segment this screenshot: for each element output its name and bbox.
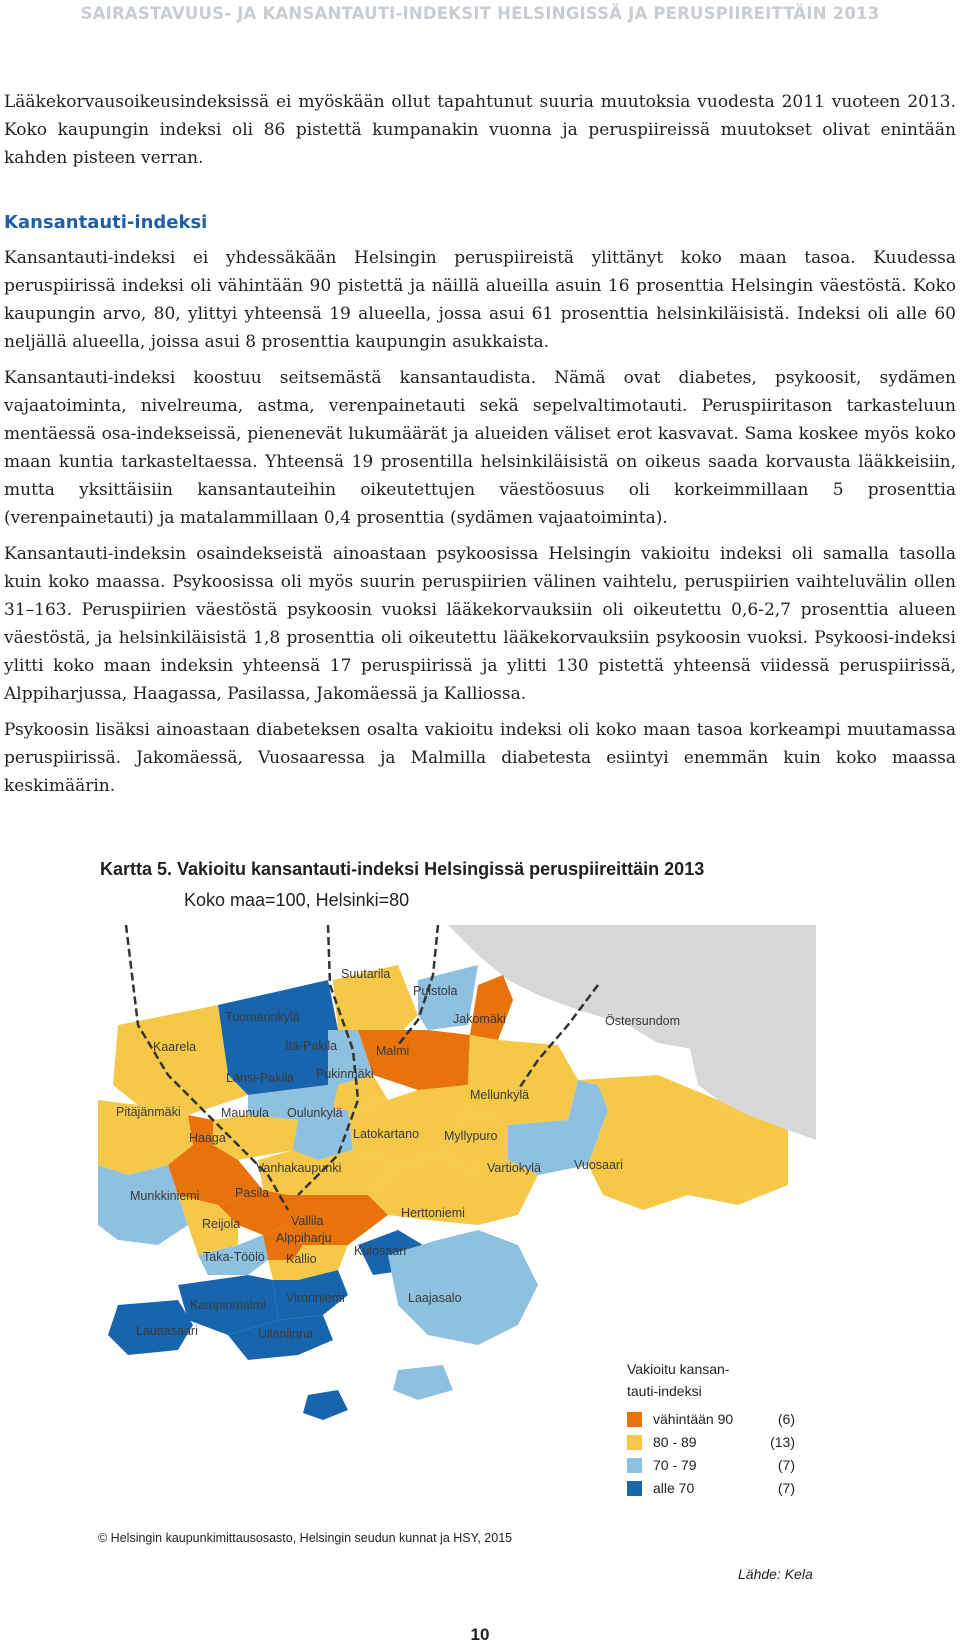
legend-label: 70 - 79 <box>653 1457 697 1473</box>
legend-count: (6) <box>777 1411 795 1427</box>
district-label: Jakomäki <box>453 1012 506 1026</box>
source-note: Lähde: Kela <box>738 1566 813 1582</box>
legend-title <box>627 1358 807 1402</box>
district-label: Pukinmäki <box>316 1067 374 1081</box>
district-label: Lauttasaari <box>136 1324 198 1338</box>
district-label: Östersundom <box>605 1014 681 1028</box>
district-label: Puistola <box>413 984 458 998</box>
legend-label: alle 70 <box>653 1480 695 1496</box>
district-label: Latokartano <box>353 1127 420 1141</box>
legend-swatch <box>627 1481 642 1496</box>
map-legend <box>616 1336 812 1496</box>
district-label: Taka-Töölö <box>203 1250 265 1264</box>
legend-item <box>627 1410 807 1430</box>
district-label: Haaga <box>189 1131 226 1145</box>
legend-item <box>627 1456 807 1476</box>
section-heading: Kansantauti-indeksi <box>4 212 208 233</box>
district-label: Reijola <box>202 1217 241 1231</box>
district-label: Alppiharju <box>276 1231 332 1245</box>
district-label: Vuosaari <box>574 1158 623 1172</box>
legend-swatch <box>627 1458 642 1473</box>
section-body <box>4 244 956 800</box>
district-label: Länsi-Pakila <box>226 1071 295 1085</box>
legend-swatch <box>627 1435 642 1450</box>
intro-paragraph <box>4 88 956 172</box>
legend-label: vähintään 90 <box>653 1411 734 1427</box>
legend-label: 80 - 89 <box>653 1434 697 1450</box>
district-label: Mellunkylä <box>470 1088 530 1102</box>
district-label: Kulosaari <box>354 1244 407 1258</box>
legend-count: (7) <box>777 1457 795 1473</box>
paragraph: Kansantauti-indeksi koostuu seitsemästä kansantaudista. Nämä ovat diabetes, psykoosit, sydämen vajaatoiminta, nivelreuma, astma, verenpainetauti sekä sepelvaltimotauti. Peruspiiritason tarkasteluun mentäessä osa-indekseissä, pienenevät lukumäärät ja alueiden väliset erot kasvavat. Sama koskee myös koko maan kuntia tarkasteltaessa. Yhteensä 19 prosentilla helsinkiläisistä on oikeus saada korvausta lääkkeisiin, mutta yksittäisiin kansantauteihin oikeutettujen väestöosuus oli korkeimmillaan 5 prosenttia (verenpainetauti) ja matalammillaan 0,4 prosenttia (sydämen vajaatoiminta). <box>4 368 956 528</box>
district-label: Kampinmalmi <box>190 1298 266 1312</box>
legend-title-line: tauti-indeksi <box>627 1383 702 1399</box>
page-number: 10 <box>470 1625 490 1644</box>
district-label: Kallio <box>286 1252 317 1266</box>
paragraph: Lääkekorvausoikeusindeksissä ei myöskään ollut tapahtunut suuria muutoksia vuodesta 2011 vuoteen 2013. Koko kaupungin indeksi oli 86 pistettä kumpanakin vuonna ja peruspiireissä muutokset olivat enintään kahden pisteen verran. <box>4 92 956 168</box>
district-label: Pitäjänmäki <box>116 1105 181 1119</box>
district-label: Kaarela <box>153 1040 197 1054</box>
district-label: Vanhakaupunki <box>256 1161 342 1175</box>
legend-item <box>627 1433 807 1453</box>
district-label: Tuomarinkylä <box>225 1010 300 1024</box>
legend-title-line: Vakioitu kansan- <box>627 1361 730 1377</box>
map-subtitle: Koko maa=100, Helsinki=80 <box>184 890 410 910</box>
district-label: Malmi <box>376 1044 410 1058</box>
district-label: Vironniemi <box>286 1291 345 1305</box>
district-label: Herttoniemi <box>401 1206 465 1220</box>
district-label: Maunula <box>221 1106 269 1120</box>
district-label: Vallila <box>291 1214 324 1228</box>
map-title: Kartta 5. Vakioitu kansantauti-indeksi Helsingissä peruspiireittäin 2013 <box>100 859 705 879</box>
district-label: Laajasalo <box>408 1291 462 1305</box>
district-label: Itä-Pakila <box>285 1039 338 1053</box>
legend-count: (7) <box>777 1480 795 1496</box>
district-label: Vartiokylä <box>487 1161 541 1175</box>
district-label: Suutarila <box>341 967 391 981</box>
running-head: SAIRASTAVUUS- JA KANSANTAUTI-INDEKSIT HELSINGISSÄ JA PERUSPIIREITTÄIN 2013 <box>80 4 880 23</box>
paragraph: Kansantauti-indeksi ei yhdessäkään Helsingin peruspiireistä ylittänyt koko maan tasoa. Kuudessa peruspiirissä indeksi oli vähintään 90 pistettä ja näillä alueilla asuin 16 prosenttia Helsingin väestöstä. Koko kaupungin arvo, 80, ylittyi yhteensä 19 alueella, jossa asui 61 prosenttia helsinkiläisistä. Indeksi oli alle 60 neljällä alueella, joissa asui 8 prosenttia kaupungin asukkaista. <box>4 248 956 352</box>
legend-item <box>627 1479 807 1499</box>
district-label: Ullanlinna <box>258 1327 313 1341</box>
district-label: Pasila <box>235 1186 270 1200</box>
legend-count: (13) <box>770 1434 795 1450</box>
district-label: Oulunkylä <box>287 1106 343 1120</box>
paragraph: Psykoosin lisäksi ainoastaan diabeteksen osalta vakioitu indeksi oli koko maan tasoa korkeampi muutamassa peruspiirissä. Jakomäessä, Vuosaaressa ja Malmilla diabetesta esiintyi enemmän kuin koko maassa keskimäärin. <box>4 720 956 796</box>
map-copyright: © Helsingin kaupunkimittausosasto, Helsingin seudun kunnat ja HSY, 2015 <box>98 1531 513 1545</box>
district-label: Myllypuro <box>444 1129 498 1143</box>
district-label: Munkkiniemi <box>130 1189 200 1203</box>
paragraph: Kansantauti-indeksin osaindekseistä ainoastaan psykoosissa Helsingin vakioitu indeksi oli samalla tasolla kuin koko maassa. Psykoosissa oli myös suurin peruspiirien välinen vaihtelu, peruspiirien vaihteluvälin ollen 31–163. Peruspiirien väestöstä psykoosin vuoksi lääkekorvauksiin oli oikeutettu 0,6-2,7 prosenttia alueen väestöstä, ja helsinkiläisistä 1,8 prosenttia oli oikeutettu lääkekorvauksiin psykoosin vuoksi. Psykoosi-indeksi ylitti koko maan indeksin yhteensä 17 peruspiirissä ja ylitti 130 pistettä yhteensä viidessä peruspiirissä, Alppiharjussa, Haagassa, Pasilassa, Jakomäessä ja Kalliossa. <box>4 544 956 704</box>
legend-swatch <box>627 1412 642 1427</box>
